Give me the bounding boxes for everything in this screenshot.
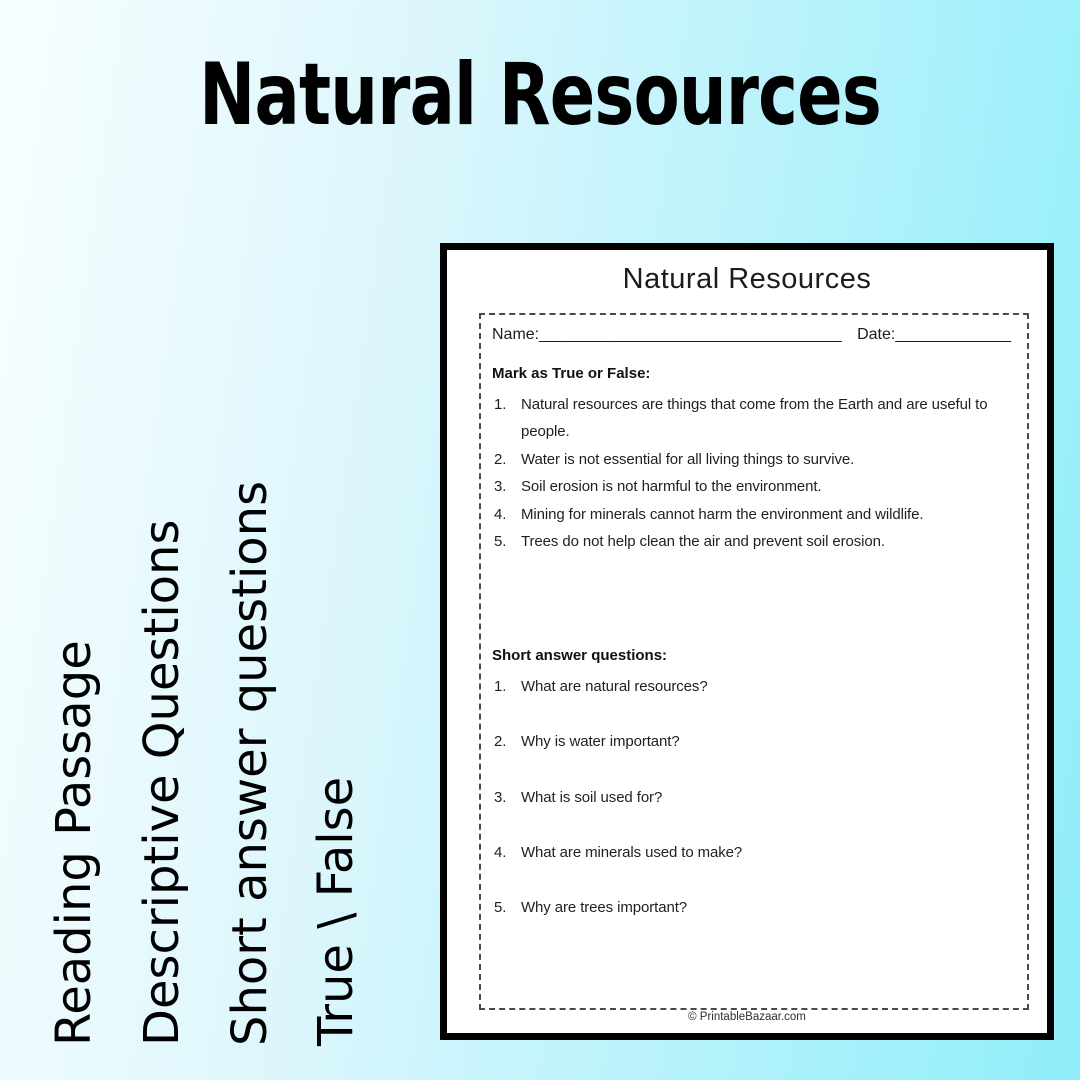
page-title-text: Natural Resources: [199, 45, 881, 145]
short-answer-item: What are minerals used to make?: [521, 843, 743, 861]
side-label-short-answer-questions: Short answer questions: [222, 480, 278, 1046]
side-label-true-false: True \ False: [308, 776, 364, 1046]
name-label: Name:: [492, 326, 540, 343]
side-label-reading-passage: Reading Passage: [46, 640, 102, 1046]
short-answer-heading: Short answer questions:: [492, 646, 668, 664]
true-false-heading: Mark as True or False:: [492, 365, 651, 382]
side-label-descriptive-questions: Descriptive Questions: [134, 519, 190, 1046]
name-date-row: [492, 326, 1011, 344]
true-false-item: Soil erosion is not harmful to the environment.: [521, 478, 822, 496]
worksheet-page: [440, 243, 1054, 1040]
name-blank-line: __________________________________: [539, 326, 842, 343]
worksheet-footer-credit: © PrintableBazaar.com: [688, 1011, 806, 1023]
short-answer-item: Why are trees important?: [521, 899, 687, 917]
name-field: [492, 326, 842, 344]
short-answer-item: Why is water important?: [521, 733, 680, 751]
page-title: [0, 45, 1080, 145]
worksheet-title: Natural Resources: [622, 263, 872, 295]
short-answer-item: What are natural resources?: [521, 677, 708, 695]
true-false-list: [492, 391, 1011, 556]
true-false-item: Water is not essential for all living things to survive.: [521, 450, 855, 468]
short-answer-list: [492, 673, 1011, 922]
date-field: [857, 326, 1011, 344]
date-blank-line: _____________: [895, 326, 1011, 343]
true-false-item: Mining for minerals cannot harm the environment and wildlife.: [521, 505, 924, 523]
date-label: Date:: [857, 326, 896, 343]
true-false-item: Natural resources are things that come from the Earth and are useful to people.: [521, 396, 988, 441]
true-false-item: Trees do not help clean the air and prevent soil erosion.: [521, 533, 885, 551]
short-answer-item: What is soil used for?: [521, 788, 663, 806]
worksheet-content-box: [479, 313, 1029, 1010]
